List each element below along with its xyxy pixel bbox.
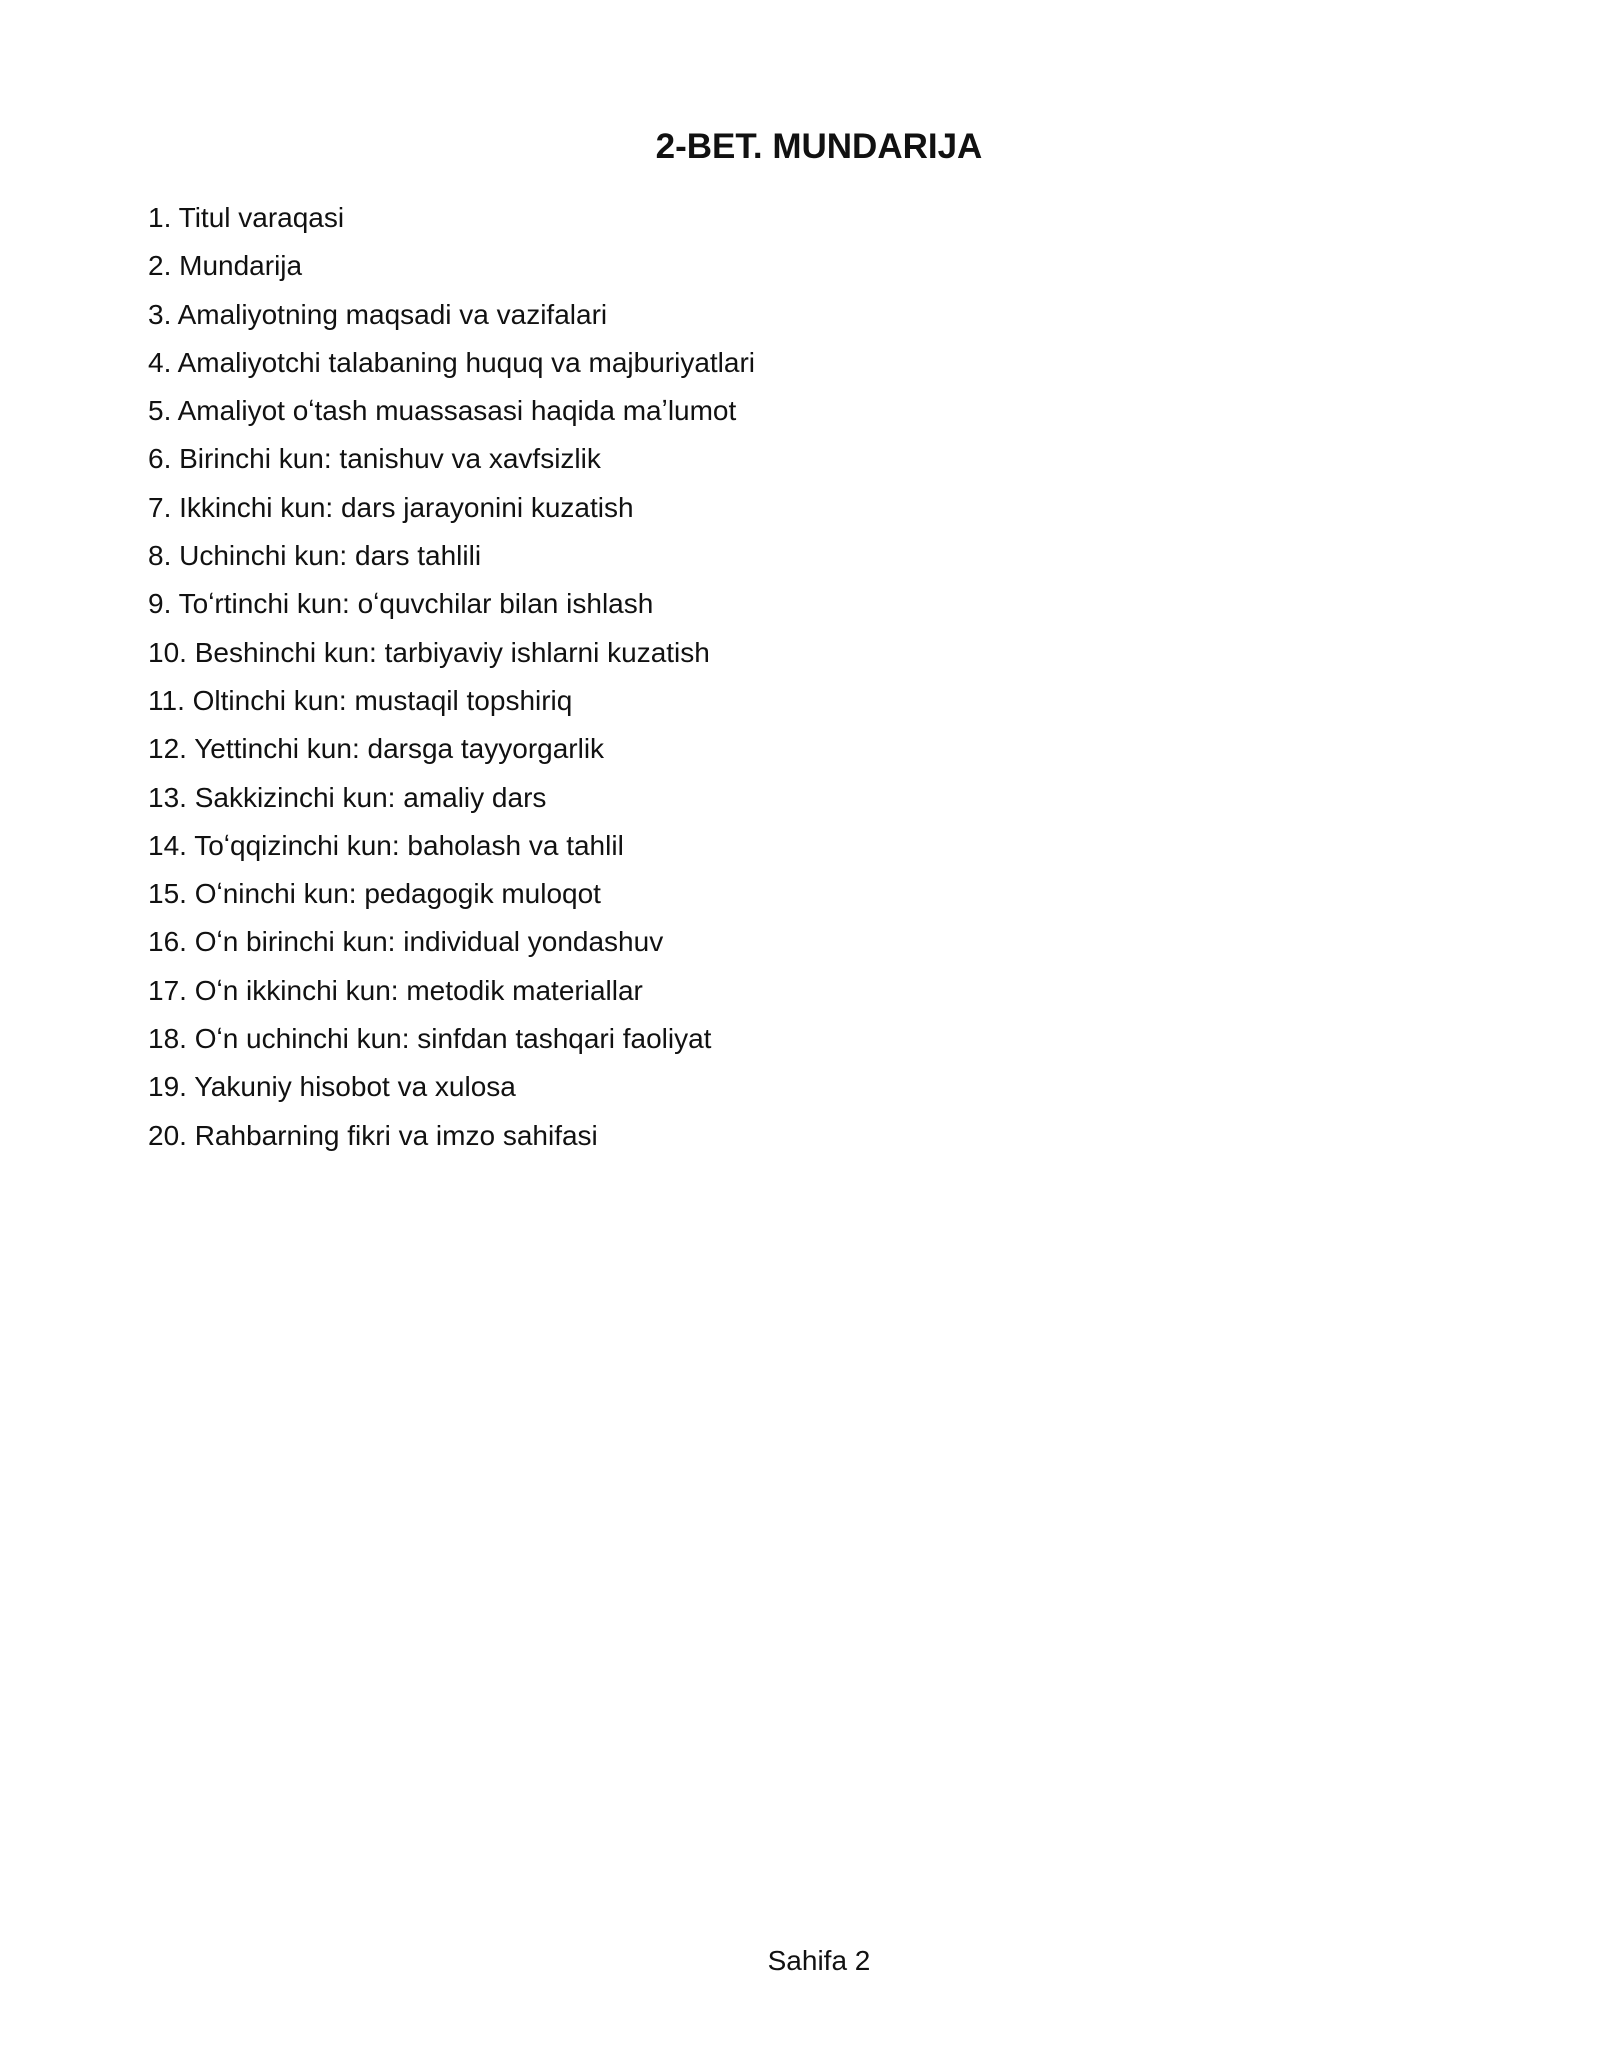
toc-item: 20. Rahbarning fikri va imzo sahifasi	[148, 1119, 598, 1151]
toc-item: 1. Titul varaqasi	[148, 202, 345, 233]
toc-item: 15. Oʻninchi kun: pedagogik muloqot	[148, 878, 601, 910]
toc-item: 5. Amaliyot oʻtash muassasasi haqida maʼlumot	[148, 395, 737, 427]
toc-item: 7. Ikkinchi kun: dars jarayonini kuzatish	[148, 491, 634, 523]
toc-item: 8. Uchinchi kun: dars tahlili	[148, 540, 482, 572]
toc-item: 19. Yakuniy hisobot va xulosa	[148, 1071, 516, 1103]
toc-item: 12. Yettinchi kun: darsga tayyorgarlik	[148, 733, 605, 765]
toc-item: 2. Mundarija	[148, 250, 303, 282]
toc-item: 16. Oʻn birinchi kun: individual yondashuv	[148, 926, 664, 958]
toc-item: 9. Toʻrtinchi kun: oʻquvchilar bilan ishlash	[148, 588, 654, 620]
toc-item: 3. Amaliyotning maqsadi va vazifalari	[148, 298, 608, 330]
toc-item: 6. Birinchi kun: tanishuv va xavfsizlik	[148, 443, 601, 475]
page-number-footer: Sahifa 2	[767, 1945, 871, 1976]
table-of-contents	[148, 198, 755, 1164]
toc-item: 17. Oʻn ikkinchi kun: metodik materiallar	[148, 974, 643, 1006]
toc-item: 13. Sakkizinchi kun: amaliy dars	[148, 781, 547, 813]
toc-item: 11. Oltinchi kun: mustaqil topshiriq	[148, 684, 573, 716]
page-title: 2-BET. MUNDARIJA	[655, 127, 983, 166]
toc-item: 10. Beshinchi kun: tarbiyaviy ishlarni kuzatish	[148, 636, 710, 668]
toc-item: 4. Amaliyotchi talabaning huquq va majburiyatlari	[148, 346, 756, 378]
toc-item: 14. Toʻqqizinchi kun: baholash va tahlil	[148, 829, 624, 861]
toc-item: 18. Oʻn uchinchi kun: sinfdan tashqari faoliyat	[148, 1023, 712, 1055]
